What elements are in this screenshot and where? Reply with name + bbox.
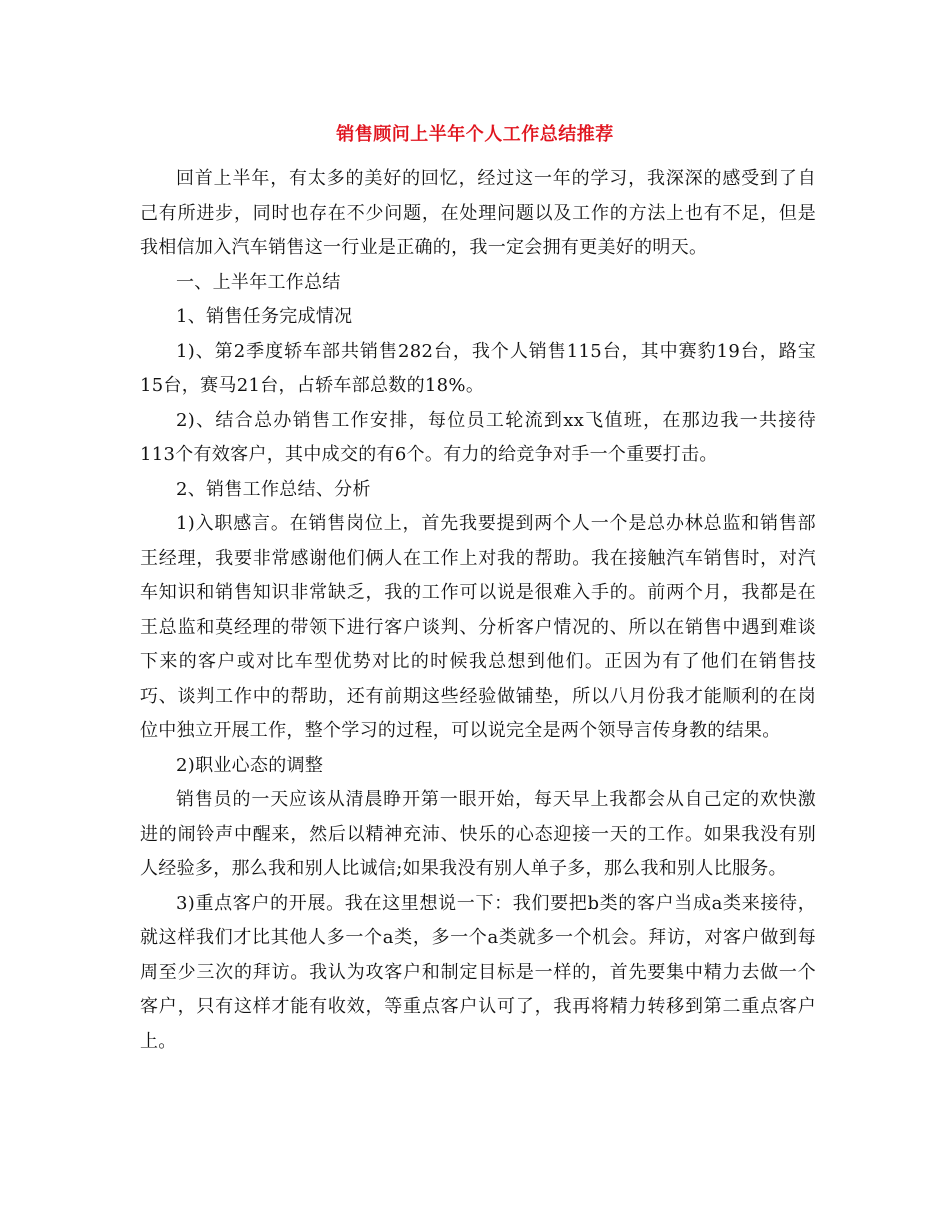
subsection-heading-2: 2、销售工作总结、分析 [176,478,371,500]
document-title: 销售顾问上半年个人工作总结推荐 [336,124,614,145]
subsection-heading-1: 1、销售任务完成情况 [176,306,353,327]
intro-paragraph: 回首上半年，有太多的美好的回忆，经过这一年的学习，我深深的感受到了自己有所进步，同时也存在不少问题，在处理问题以及工作的方法上也有不足，但是我相信加入汽车销售这一行业是正确的，我一定会拥有更美好的明天。 [140,168,816,258]
sales-item-2: 2)、结合总办销售工作安排，每位员工轮流到xx飞值班，在那边我一共接待113个有效客户，其中成交的有6个。有力的给竞争对手一个重要打击。 [140,409,816,465]
document-body [140,162,816,1059]
analysis-item-3: 3)重点客户的开展。我在这里想说一下：我们要把b类的客户当成a类来接待，就这样我们才比其他人多一个a类，多一个a类就多一个机会。拜访，对客户做到每周至少三次的拜访。我认为攻客户和制定目标是一样的，首先要集中精力去做一个客户，只有这样才能有收效，等重点客户认可了，我再将精力转移到第二重点客户上。 [140,892,816,1052]
analysis-item-1: 1)入职感言。在销售岗位上，首先我要提到两个人一个是总办林总监和销售部王经理，我要非常感谢他们俩人在工作上对我的帮助。我在接触汽车销售时，对汽车知识和销售知识非常缺乏，我的工作可以说是很难入手的。前两个月，我都是在王总监和莫经理的带领下进行客户谈判、分析客户情况的、所以在销售中遇到难谈下来的客户或对比车型优势对比的时候我总想到他们。正因为有了他们在销售技巧、谈判工作中的帮助，还有前期这些经验做铺垫，所以八月份我才能顺利的在岗位中独立开展工作，整个学习的过程，可以说完全是两个领导言传身教的结果。 [140,513,816,741]
section-heading-1: 一、上半年工作总结 [176,271,341,293]
analysis-item-2-heading: 2)职业心态的调整 [176,754,324,776]
sales-item-1: 1)、第2季度轿车部共销售282台，我个人销售115台，其中赛豹19台，路宝15台，赛马21台，占轿车部总数的18%。 [140,340,816,396]
analysis-item-2-body: 销售员的一天应该从清晨睁开第一眼开始，每天早上我都会从自己定的欢快激进的闹铃声中醒来，然后以精神充沛、快乐的心态迎接一天的工作。如果我没有别人经验多，那么我和别人比诚信;如果我没有别人单子多，那么我和别人比服务。 [140,789,816,879]
